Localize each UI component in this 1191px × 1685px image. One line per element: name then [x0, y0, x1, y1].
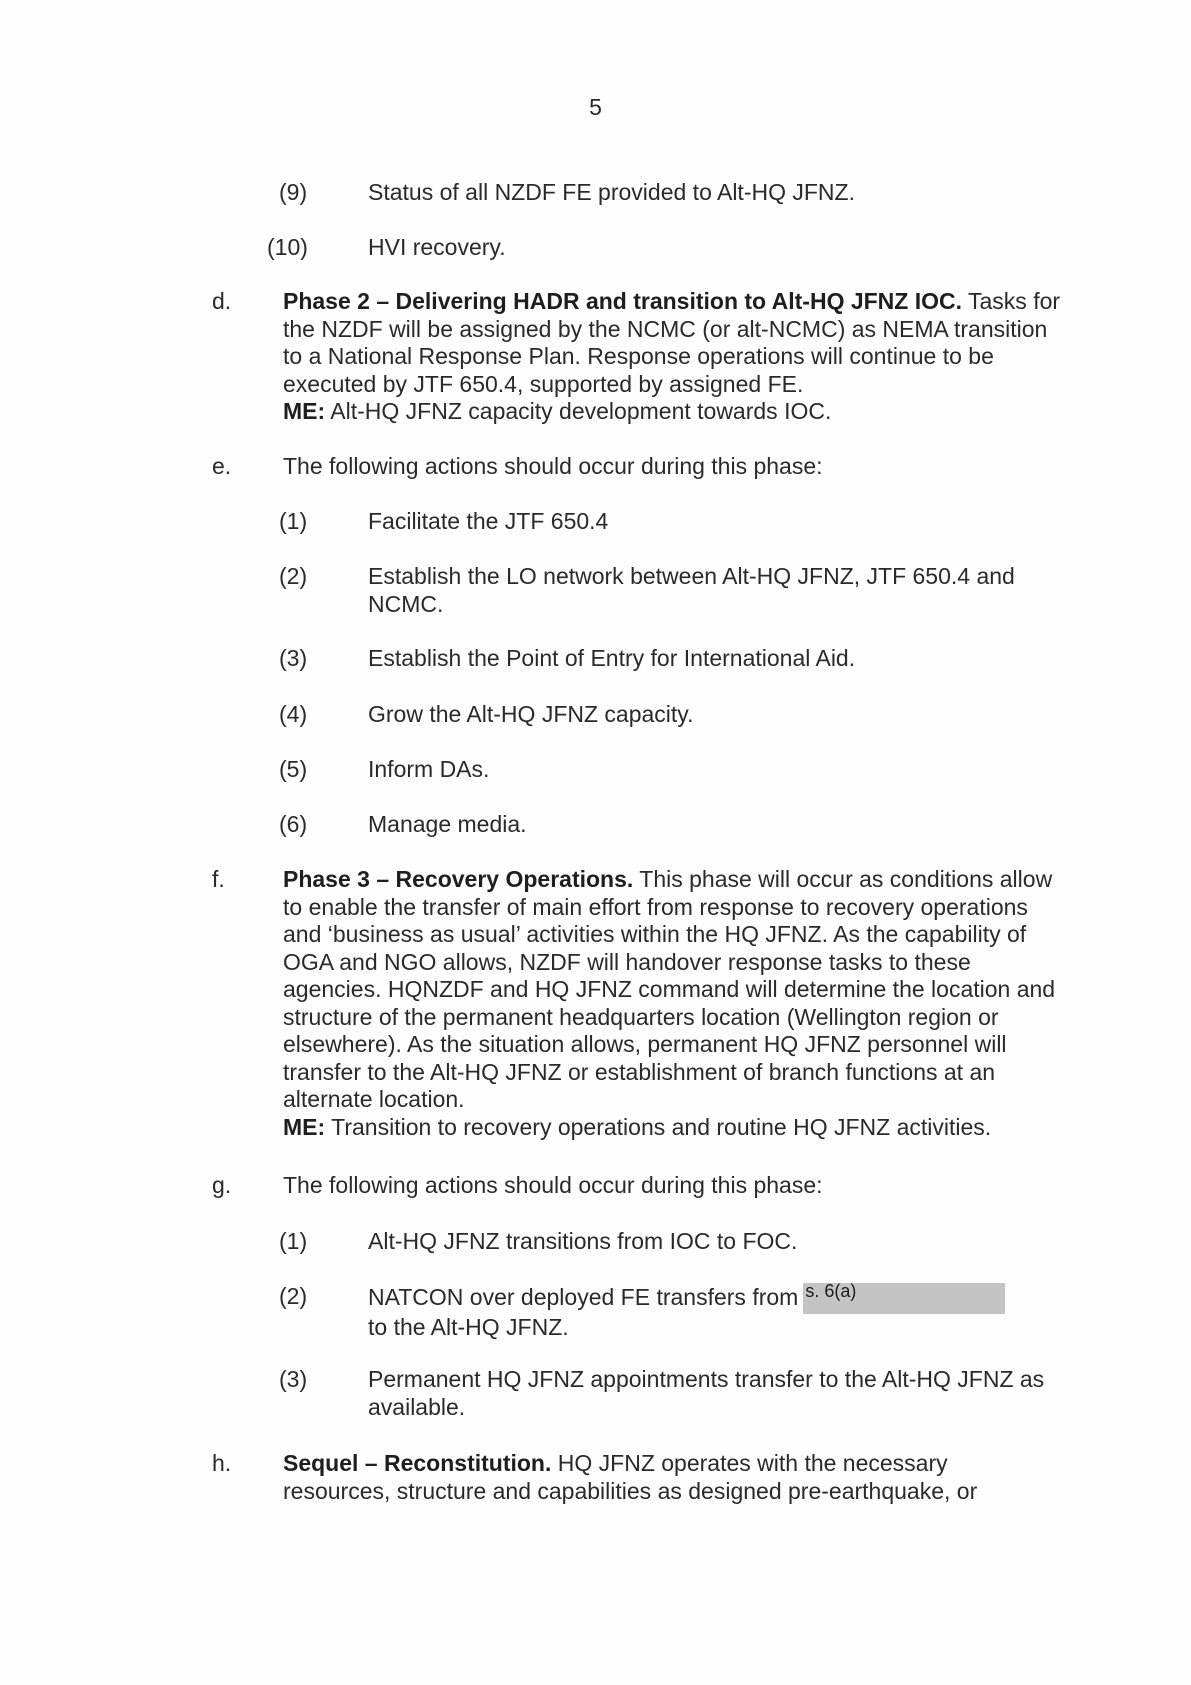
redaction-box — [803, 1283, 1005, 1314]
paragraph-body: This phase will occur as conditions allow to enable the transfer of main effort from response to recovery operations and ‘business as usual’ activities within the HQ JFNZ. As the capability of OGA and NGO allows, NZDF will handover response tasks to these agencies. HQNZDF and HQ JFNZ command will determine the location and structure of the permanent headquarters location (Wellington region or elsewhere). As the situation allows, permanent HQ JFNZ personnel will transfer to the Alt-HQ JFNZ or establishment of branch functions at an alternate location. — [283, 866, 1056, 1112]
paragraph-heading: Phase 2 – Delivering HADR and transition to Alt-HQ JFNZ IOC. — [283, 288, 963, 314]
item-text-after: to the Alt-HQ JFNZ. — [368, 1314, 569, 1340]
item-marker: (2) — [279, 563, 308, 589]
paragraph-text — [283, 866, 1063, 1141]
item-text: Status of all NZDF FE provided to Alt-HQ JFNZ. — [368, 179, 855, 205]
item-text: Grow the Alt-HQ JFNZ capacity. — [368, 701, 694, 727]
item-text: Alt-HQ JFNZ transitions from IOC to FOC. — [368, 1228, 798, 1254]
redaction-label: s. 6(a) — [805, 1281, 857, 1301]
item-text: Establish the LO network between Alt-HQ JFNZ, JTF 650.4 and NCMC. — [368, 563, 1015, 617]
item-marker: (6) — [279, 811, 308, 837]
item-marker: (4) — [279, 701, 308, 727]
paragraph-body: Tasks for the NZDF will be assigned by the NCMC (or alt-NCMC) as NEMA transition to a National Response Plan. Response operations will continue to be executed by JTF 650.4, supported by assigned FE. — [283, 288, 1061, 397]
paragraph-marker: g. — [212, 1172, 232, 1198]
paragraph-marker: d. — [212, 288, 232, 314]
item-text: HVI recovery. — [368, 234, 506, 260]
paragraph-body: HQ JFNZ operates with the necessary resources, structure and capabilities as designed pre-earthquake, or — [283, 1450, 978, 1504]
item-text: Establish the Point of Entry for International Aid. — [368, 645, 856, 671]
paragraph-text: The following actions should occur during this phase: — [283, 453, 823, 479]
item-text: Manage media. — [368, 811, 527, 837]
paragraph-text — [283, 1450, 1023, 1505]
paragraph-heading: Phase 3 – Recovery Operations. — [283, 866, 634, 892]
item-text: Permanent HQ JFNZ appointments transfer to the Alt-HQ JFNZ as available. — [368, 1366, 1045, 1420]
item-text — [368, 1283, 1068, 1342]
item-marker: (3) — [279, 1366, 308, 1392]
paragraph-heading: Sequel – Reconstitution. — [283, 1450, 552, 1476]
paragraph-marker: h. — [212, 1450, 232, 1476]
item-marker: (5) — [279, 756, 308, 782]
item-text-before: NATCON over deployed FE transfers from — [368, 1284, 799, 1310]
main-effort-label: ME: — [283, 398, 326, 424]
main-effort-text: Transition to recovery operations and routine HQ JFNZ activities. — [331, 1113, 992, 1140]
item-marker: (1) — [279, 1228, 308, 1254]
item-marker: (1) — [279, 508, 308, 534]
page-number: 5 — [589, 94, 602, 120]
main-effort-label: ME: — [283, 1113, 326, 1140]
item-text: Inform DAs. — [368, 756, 490, 782]
paragraph-marker: f. — [212, 866, 225, 892]
item-marker: (3) — [279, 645, 308, 671]
item-marker: (10) — [267, 234, 308, 260]
paragraph-text: The following actions should occur during this phase: — [283, 1172, 823, 1198]
main-effort-text: Alt-HQ JFNZ capacity development towards IOC. — [330, 398, 832, 424]
paragraph-marker: e. — [212, 453, 232, 479]
item-text: Facilitate the JTF 650.4 — [368, 508, 609, 534]
item-marker: (9) — [279, 179, 308, 205]
paragraph-text — [283, 288, 1063, 426]
item-marker: (2) — [279, 1283, 308, 1309]
